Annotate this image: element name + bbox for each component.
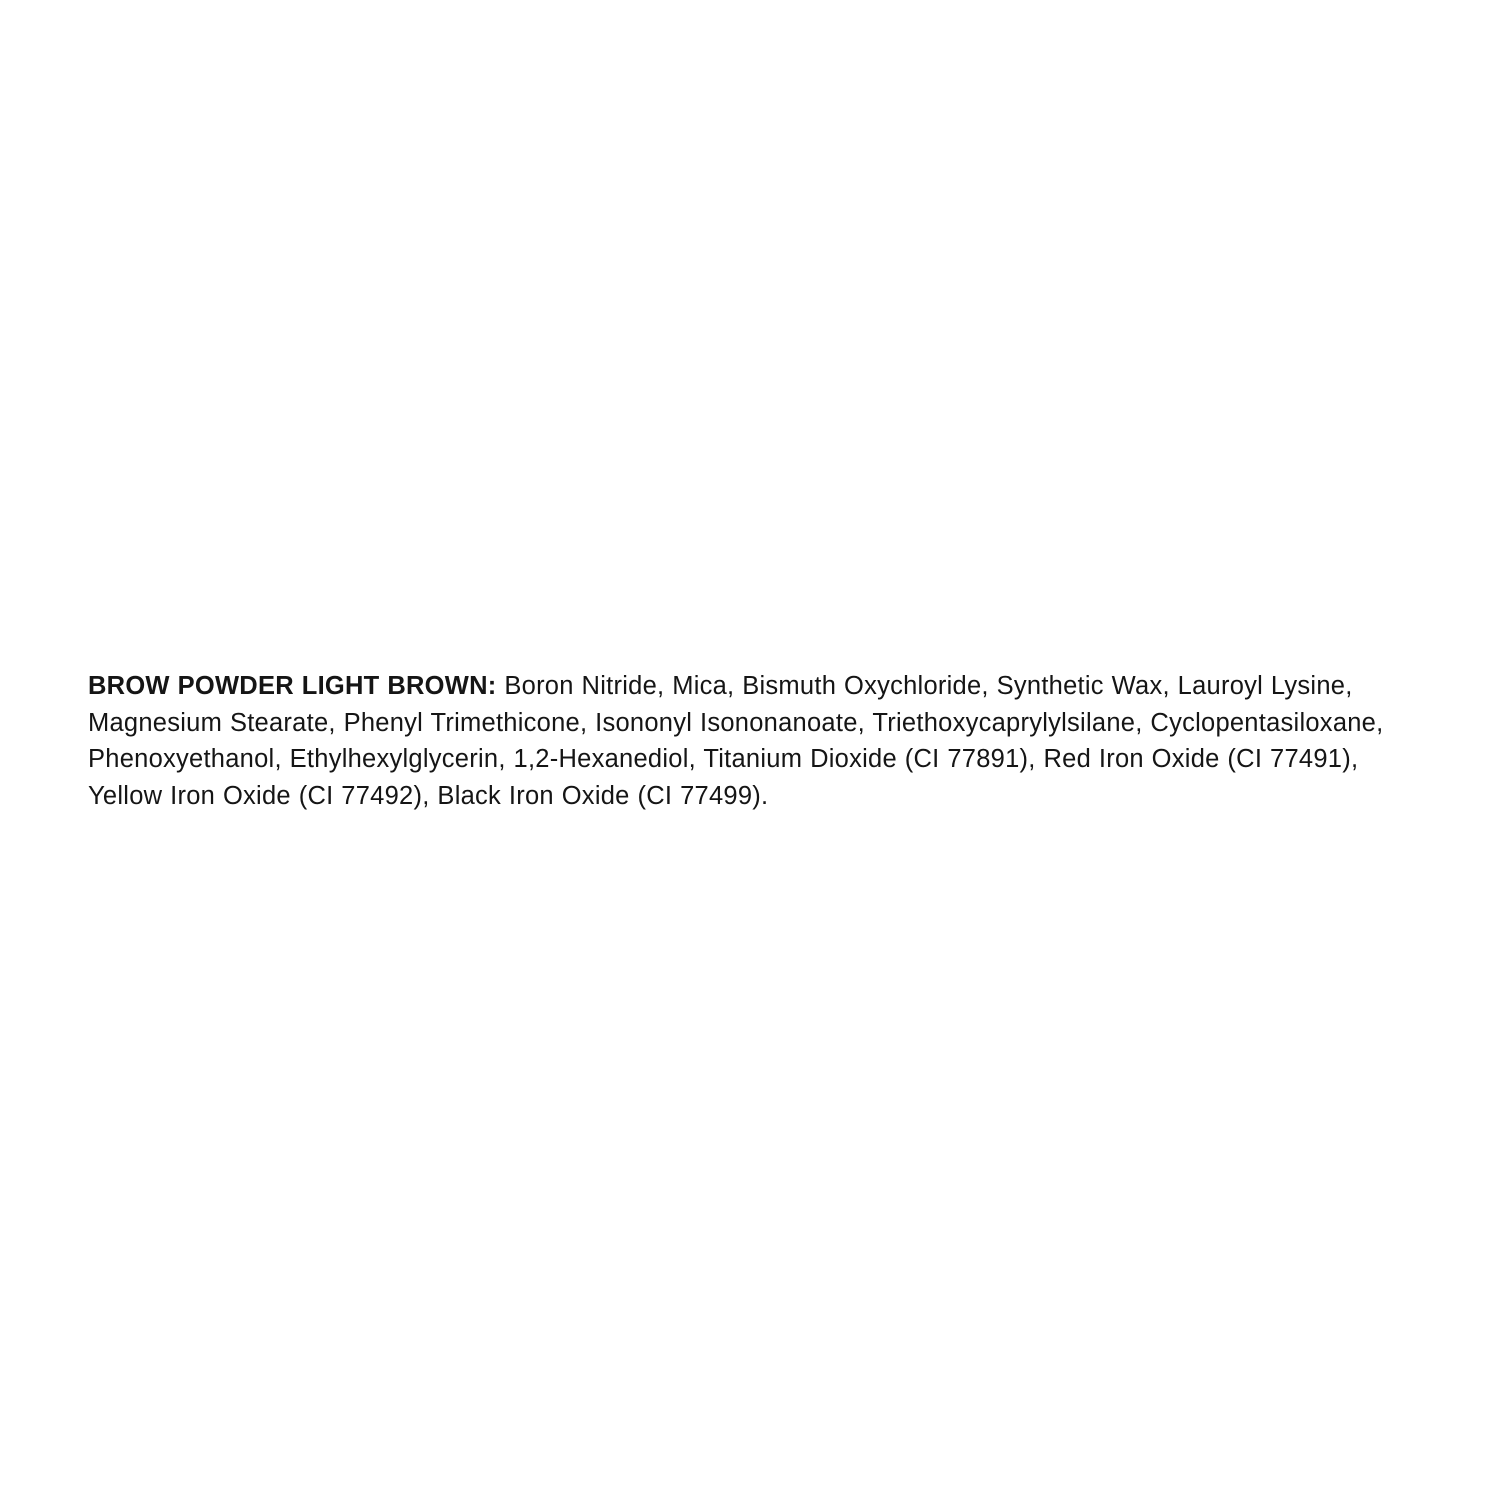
product-name-label: BROW POWDER LIGHT BROWN: xyxy=(88,672,497,700)
ingredient-paragraph xyxy=(88,668,1410,814)
ingredient-panel xyxy=(88,668,1410,814)
ingredient-list-text: Boron Nitride, Mica, Bismuth Oxychloride, Synthetic Wax, Lauroyl Lysine, Magnesium Stearate, Phenyl Trimethicone, Isononyl Isononanoate, Triethoxycaprylylsilane, Cyclopentasiloxane, Phenoxyethanol, Ethylhexylglycerin, 1,2-Hexanediol, Titanium Dioxide (CI 77891), Red Iron Oxide (CI 77491), Yellow Iron Oxide (CI 77492), Black Iron Oxide (CI 77499). xyxy=(88,672,1384,810)
